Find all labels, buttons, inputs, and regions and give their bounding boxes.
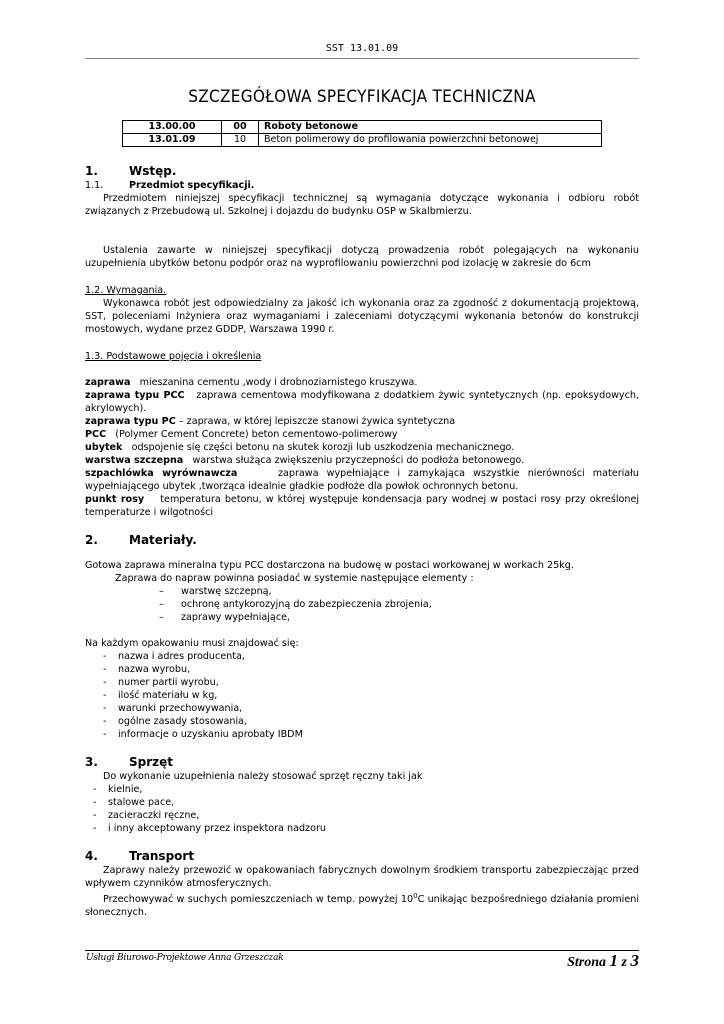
- definition-item: PCC (Polymer Cement Concrete) beton cementowo-polimerowy: [85, 429, 398, 440]
- code-row: [123, 121, 602, 134]
- list-item: - kielnie,: [93, 783, 639, 796]
- list-item: – zaprawy wypełniające,: [159, 611, 639, 624]
- section-heading: 3. Sprzęt: [85, 755, 174, 769]
- definition-item: zaprawa typu PC – zaprawa, w której lepiszcze stanowi żywica syntetyczna: [85, 416, 456, 427]
- paragraph: Zaprawa do napraw powinna posiadać w systemie następujące elementy :: [115, 573, 474, 584]
- code-cell: 13.01.09: [123, 134, 222, 147]
- paragraph: Do wykonanie uzupełnienia należy stosować sprzęt ręczny taki jak: [103, 771, 423, 782]
- page-header-code: SST 13.01.09: [325, 43, 399, 54]
- definition-item: ubytek odspojenie się części betonu na skutek korozji lub uszkodzenia mechanicznego.: [85, 442, 515, 453]
- list-item: – ochronę antykorozyjną do zabezpieczenia zbrojenia,: [159, 598, 639, 611]
- code-row: [123, 134, 602, 147]
- list-item: - ogólne zasady stosowania,: [103, 715, 639, 728]
- definition-item: zaprawa mieszanina cementu ,wody i drobnoziarnistego kruszywa.: [85, 377, 418, 388]
- paragraph: Zaprawy należy przewozić w opakowaniach fabrycznych dowolnym środkiem transportu zabezpieczając przed wpływem czynników atmosferycznych.: [85, 865, 639, 889]
- list-item: - warunki przechowywania,: [103, 702, 639, 715]
- definition-item: zaprawa typu PCC zaprawa cementowa modyfikowana z dodatkiem żywic syntetycznych (np. epoksydowych, akrylowych).: [85, 390, 639, 414]
- element-list: [85, 585, 639, 624]
- footer-company: Usługi Biurowo-Projektowe Anna Grzeszczak: [86, 953, 284, 963]
- list-item: - nazwa wyrobu,: [103, 663, 639, 676]
- subsection-heading: 1.2. Wymagania.: [85, 285, 167, 296]
- definition-item: punkt rosy temperatura betonu, w której występuje kondensacja pary wodnej w postaci rosy przy określonej temperaturze i wilgotności: [85, 494, 640, 518]
- list-item: - stalowe pace,: [93, 796, 639, 809]
- definition-item: warstwa szczepna warstwa służąca zwiększeniu przyczepności do podłoża betonowego.: [85, 455, 525, 466]
- header-divider: [85, 58, 639, 59]
- paragraph: Ustalenia zawarte w niniejszej specyfikacji dotyczą prowadzenia robót polegających na wykonaniu uzupełnienia ubytków betonu podpór oraz na wyprofilowaniu powierzchni pod izolację w zakresie do 6cm: [85, 245, 639, 269]
- code-desc-cell: Roboty betonowe: [259, 121, 602, 134]
- subsection-heading: 1.1. Przedmiot specyfikacji.: [85, 180, 255, 191]
- code-desc-cell: Beton polimerowy do profilowania powierzchni betonowej: [259, 134, 602, 147]
- list-item: - numer partii wyrobu,: [103, 676, 639, 689]
- paragraph: Wykonawca robót jest odpowiedzialny za jakość ich wykonania oraz za zgodność z dokumentacją projektową, SST, poleceniami Inżyniera oraz wymaganiami i zaleceniami dotyczącymi wykonania betonów do konstrukcji mostowych, wydane przez GDDP, Warszawa 1990 r.: [85, 298, 639, 335]
- paragraph: Przechowywać w suchych pomieszczeniach w temp. powyżej $10^0C$ unikając bezpośredniego działania promieni słonecznych.: [85, 892, 639, 919]
- paragraph: Przedmiotem niniejszej specyfikacji technicznej są wymagania dotyczące wykonania i odbioru robót związanych z Przebudową ul. Szkolnej i dojazdu do budynku OSP w Skalbmierzu.: [85, 193, 639, 217]
- list-item: - zacieraczki ręczne,: [93, 809, 639, 822]
- section-heading: 2. Materiały.: [85, 533, 197, 547]
- label-list: [85, 650, 639, 741]
- list-item: - nazwa i adres producenta,: [103, 650, 639, 663]
- page-number: Strona 1 z 3: [567, 951, 639, 970]
- footer-divider: [85, 950, 639, 951]
- list-item: – warstwę szczepną,: [159, 585, 639, 598]
- section-heading: 1. Wstęp.: [85, 164, 177, 178]
- code-cell: 13.00.00: [123, 121, 222, 134]
- paragraph: Gotowa zaprawa mineralna typu PCC dostarczona na budowę w postaci workowanej w workach 25kg.: [85, 560, 574, 571]
- definition-item: szpachlówka wyrównawcza zaprawa wypełniające i zamykająca wszystkie nierówności materiału wypełniającego ubytek ,tworząca idealnie gładkie podłoże dla powłok ochronnych betonu.: [85, 468, 639, 492]
- list-item: - informacje o uzyskaniu aprobaty IBDM: [103, 728, 639, 741]
- code-table: [122, 120, 602, 147]
- subsection-heading: 1.3. Podstawowe pojęcia i określenia: [85, 351, 262, 362]
- list-item: - ilość materiału w kg,: [103, 689, 639, 702]
- code-num-cell: 10: [222, 134, 259, 147]
- document-body: [85, 163, 639, 919]
- code-num-cell: 00: [222, 121, 259, 134]
- paragraph: Na każdym opakowaniu musi znajdować się:: [85, 638, 299, 649]
- document-title: SZCZEGÓŁOWA SPECYFIKACJA TECHNICZNA: [188, 87, 536, 107]
- list-item: - i inny akceptowany przez inspektora nadzoru: [93, 822, 639, 835]
- section-heading: 4. Transport: [85, 849, 195, 863]
- equipment-list: [85, 783, 639, 835]
